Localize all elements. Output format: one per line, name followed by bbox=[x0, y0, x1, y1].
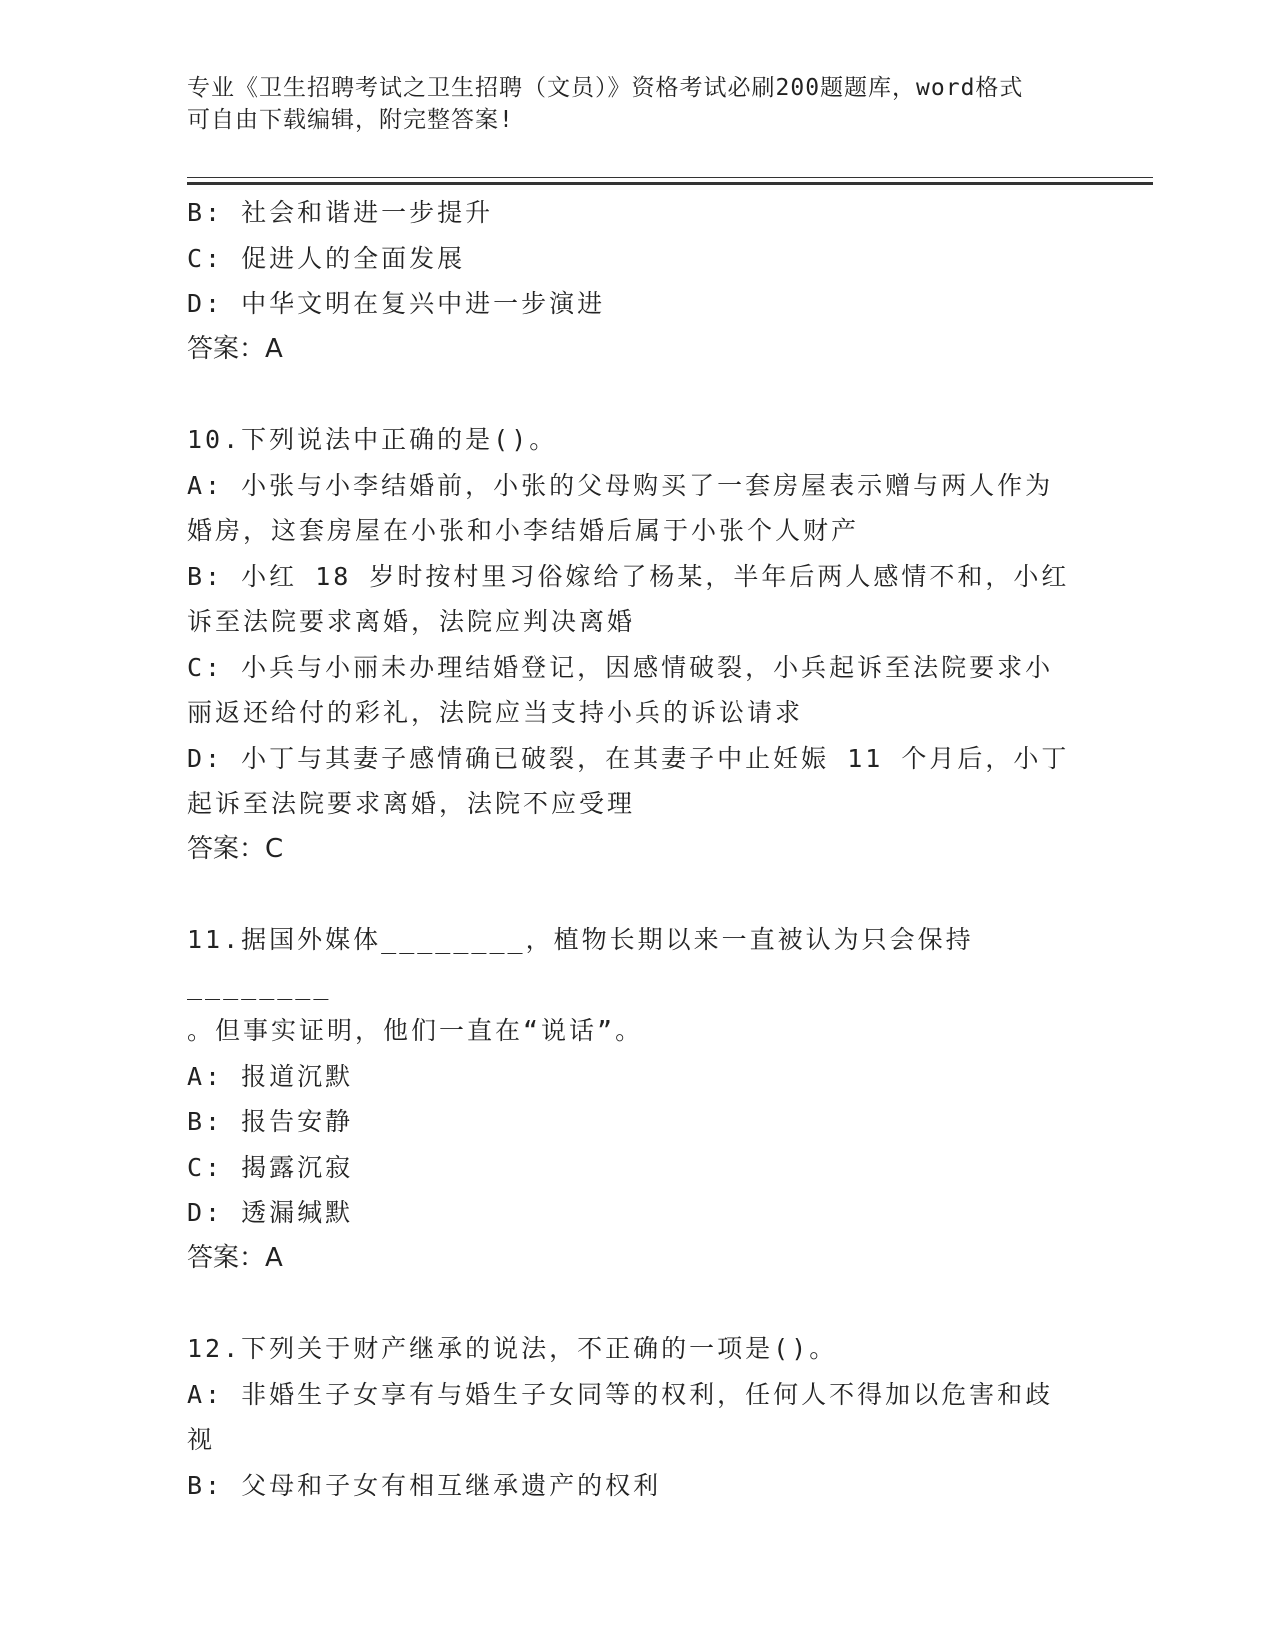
option-b: B: 报告安静 bbox=[187, 1107, 354, 1136]
option-a: A: 报道沉默 bbox=[187, 1061, 354, 1091]
header-rule-thin bbox=[187, 177, 1153, 178]
answer-label: 答案：C bbox=[187, 833, 284, 864]
spacer bbox=[187, 872, 1087, 917]
question-10-block bbox=[187, 417, 1087, 872]
answer-label: 答案：A bbox=[187, 1242, 283, 1273]
option-text-line: 起诉至法院要求离婚，法院不应受理 bbox=[187, 789, 636, 818]
question-9-block bbox=[187, 190, 1087, 372]
option-text-line: B: 父母和子女有相互继承遗产的权利 bbox=[187, 1470, 662, 1500]
option-text-line: 丽返还给付的彩礼，法院应当支持小兵的诉讼请求 bbox=[187, 698, 804, 727]
option-text-line: D: 小丁与其妻子感情确已破裂，在其妻子中止妊娠 11 个月后，小丁 bbox=[187, 743, 1070, 773]
question-text: 10.下列说法中正确的是()。 bbox=[187, 425, 558, 454]
document-body bbox=[187, 190, 1087, 1508]
question-text: 12.下列关于财产继承的说法，不正确的一项是()。 bbox=[187, 1334, 838, 1363]
option-d: D: 透漏缄默 bbox=[187, 1198, 354, 1227]
option-text-line: 婚房，这套房屋在小张和小李结婚后属于小张个人财产 bbox=[187, 516, 860, 545]
question-text: 。但事实证明，他们一直在“说话”。 bbox=[187, 1016, 644, 1045]
option-c: C: 促进人的全面发展 bbox=[187, 243, 466, 273]
question-11-block bbox=[187, 917, 1087, 1281]
option-text-line: 视 bbox=[187, 1425, 216, 1454]
answer-label: 答案：A bbox=[187, 333, 283, 364]
option-text-line: A: 非婚生子女享有与婚生子女同等的权利，任何人不得加以危害和歧 bbox=[187, 1379, 1054, 1409]
option-c: C: 揭露沉寂 bbox=[187, 1152, 354, 1182]
question-text: 11.据国外媒体________，植物长期以来一直被认为只会保持________ bbox=[187, 925, 974, 1000]
option-text-line: C: 小兵与小丽未办理结婚登记，因感情破裂，小兵起诉至法院要求小 bbox=[187, 652, 1054, 682]
spacer bbox=[187, 372, 1087, 417]
document-header bbox=[187, 72, 1067, 136]
header-line-1: 专业《卫生招聘考试之卫生招聘（文员）》资格考试必刷200题题库，word格式 bbox=[187, 75, 1024, 101]
option-d: D: 中华文明在复兴中进一步演进 bbox=[187, 289, 606, 318]
header-rule-thick bbox=[187, 182, 1153, 185]
spacer bbox=[187, 1281, 1087, 1326]
option-text-line: A: 小张与小李结婚前，小张的父母购买了一套房屋表示赠与两人作为 bbox=[187, 470, 1054, 500]
option-text-line: B: 小红 18 岁时按村里习俗嫁给了杨某，半年后两人感情不和，小红 bbox=[187, 561, 1070, 591]
question-12-block bbox=[187, 1326, 1087, 1508]
option-b: B: 社会和谐进一步提升 bbox=[187, 198, 494, 227]
header-line-2: 可自由下载编辑，附完整答案! bbox=[187, 107, 514, 133]
option-text-line: 诉至法院要求离婚，法院应判决离婚 bbox=[187, 607, 636, 636]
